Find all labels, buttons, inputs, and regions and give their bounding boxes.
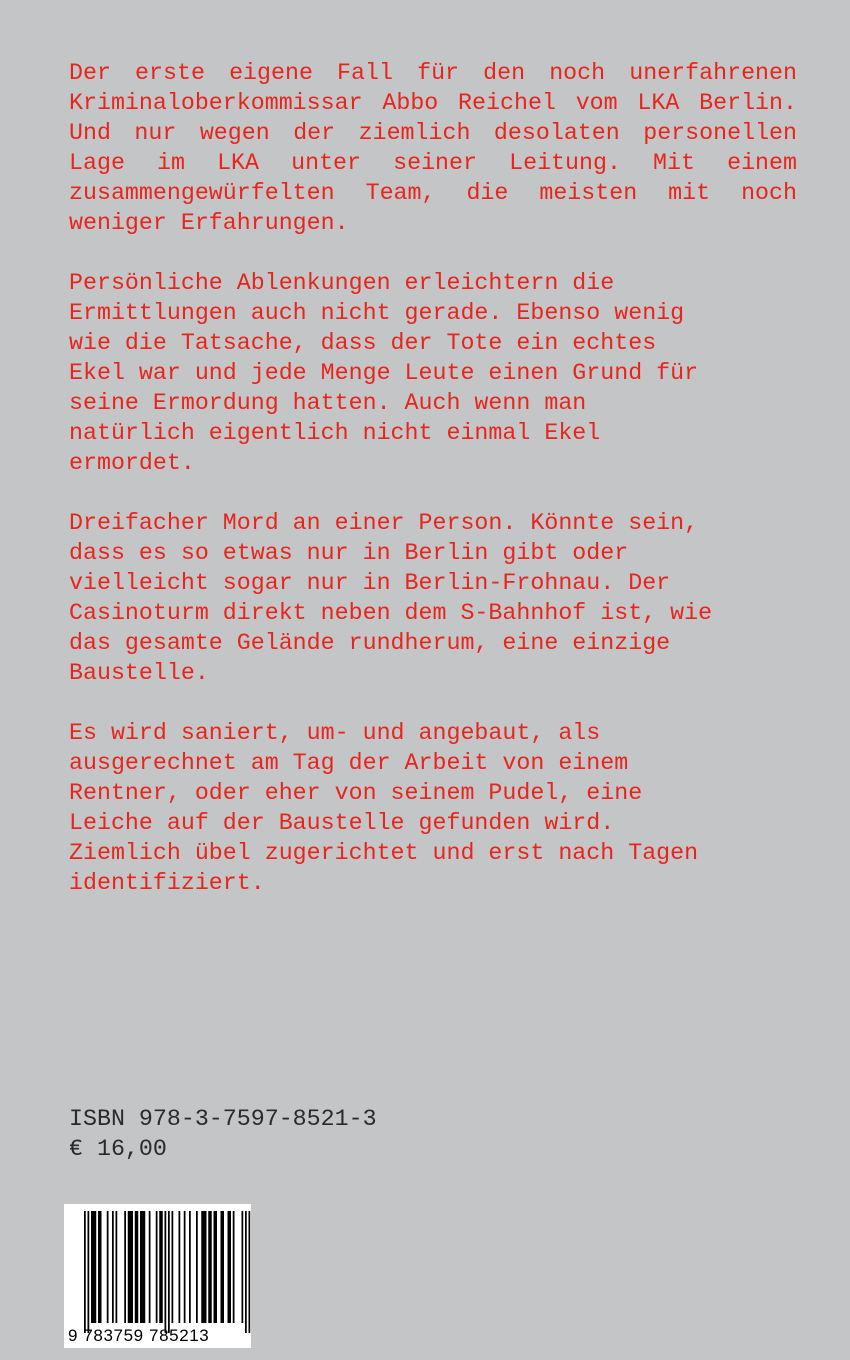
barcode-bar	[196, 1211, 198, 1323]
barcode-bar	[159, 1211, 163, 1323]
blurb-paragraph-4: Es wird saniert, um- und angebaut, als ausgerechnet am Tag der Arbeit von einem Rentner, oder eher von seinem Pudel, eine Leiche auf der Baustelle gefunden wird. Ziemlich übel zugerichtet und erst nach Tagen identifiziert.	[69, 720, 699, 896]
barcode-bar	[168, 1211, 170, 1333]
barcode-bar	[124, 1211, 126, 1323]
barcode-bar	[179, 1211, 181, 1323]
isbn-number: ISBN 978-3-7597-8521-3	[69, 1106, 377, 1132]
barcode-bar	[233, 1211, 235, 1323]
barcode-bar	[112, 1211, 114, 1323]
barcode-bar	[221, 1211, 225, 1323]
barcode-digits: 9 783759 785213	[68, 1326, 210, 1345]
blurb-paragraph-1: Der erste eigene Fall für den noch unerfahrenen Kriminaloberkommissar Abbo Reichel vom LKA Berlin. Und nur wegen der ziemlich desolaten personellen Lage im LKA unter seiner Leitung. Mit einem zusammengewürfelten Team, die meisten mit noch weniger Erfahrungen.	[69, 60, 797, 236]
barcode-bar	[228, 1211, 232, 1323]
barcode-bar	[128, 1211, 133, 1323]
barcode-bar	[208, 1211, 212, 1323]
barcode-bar	[91, 1211, 96, 1323]
barcode-bar	[156, 1211, 158, 1323]
barcode-bar	[84, 1211, 86, 1333]
barcode-bar	[242, 1211, 244, 1323]
barcode-bar	[245, 1211, 247, 1333]
barcode-bar	[165, 1211, 167, 1333]
barcode-bar	[249, 1211, 251, 1333]
book-price: € 16,00	[69, 1136, 167, 1162]
barcode-bar	[189, 1211, 191, 1323]
barcode-bar	[135, 1211, 139, 1323]
blurb-paragraph-2: Persönliche Ablenkungen erleichtern die Ermittlungen auch nicht gerade. Ebenso wenig wie die Tatsache, dass der Tote ein echtes Ekel war und jede Menge Leute einen Grund für seine Ermordung hatten. Auch wenn man natürlich eigentlich nicht einmal Ekel ermordet.	[69, 270, 699, 476]
publication-info	[69, 1104, 377, 1164]
barcode-bar	[214, 1211, 218, 1323]
barcode-bar	[172, 1211, 174, 1323]
isbn-barcode	[64, 1204, 251, 1348]
barcode-bar	[88, 1211, 90, 1333]
barcode-bar	[98, 1211, 102, 1323]
barcode-bar	[149, 1211, 151, 1323]
blurb-paragraph-3: Dreifacher Mord an einer Person. Könnte sein, dass es so etwas nur in Berlin gibt oder vielleicht sogar nur in Berlin-Frohnau. Der Casinoturm direkt neben dem S-Bahnhof ist, wie das gesamte Gelände rundherum, eine einzige Baustelle.	[69, 510, 713, 686]
barcode-bar	[184, 1211, 186, 1323]
barcode-bar	[201, 1211, 206, 1323]
barcode-bar	[107, 1211, 109, 1323]
barcode-bar	[140, 1211, 145, 1323]
back-cover-blurb	[69, 58, 797, 928]
barcode-bar	[116, 1211, 118, 1323]
